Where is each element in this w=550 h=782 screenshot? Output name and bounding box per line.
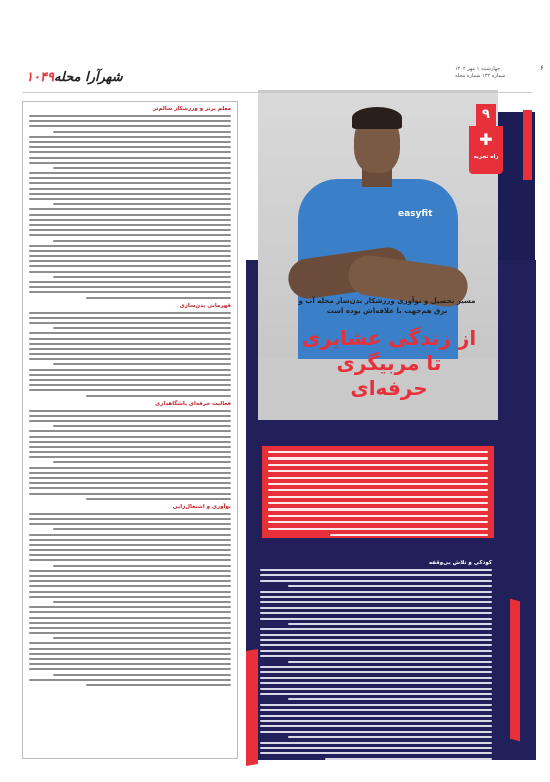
text-line [29,198,231,200]
text-line [268,477,488,479]
text-line [260,677,492,679]
badge-number: ۹ [476,104,496,126]
text-line [29,663,231,665]
text-line [29,182,231,184]
photo-caption: مسیر تحصیل و نوآوری ورزشکار بدن‌ساز محله آب و برق هم‌جهت با علاقه‌اش بوده است [298,297,476,315]
text-line [260,693,492,695]
issue-meta [455,66,540,80]
text-line [53,327,231,329]
text-line [260,650,492,652]
text-line [268,489,488,491]
text-line [29,214,231,216]
text-line [29,559,231,561]
column-section [29,401,231,500]
text-line [29,177,231,179]
text-line [29,271,231,273]
text-line [29,617,231,619]
text-line [29,451,231,453]
text-line [268,464,488,466]
text-line [29,436,231,438]
text-line [29,518,231,520]
body-text [29,115,231,299]
text-line [29,467,231,469]
text-line [268,528,488,530]
text-line [260,731,492,733]
text-line [29,172,231,174]
text-line [29,141,231,143]
lead-paragraph [262,446,494,538]
text-line [260,607,492,609]
text-line [29,493,231,495]
text-line [53,637,231,639]
shirt-logo: easyfit [398,209,433,219]
text-line [260,634,492,636]
text-line [260,747,492,749]
text-line [29,353,231,355]
body-text [260,569,492,760]
text-line [53,461,231,463]
text-line [53,167,231,169]
text-line [86,297,231,299]
column-section [29,106,231,299]
text-line [29,456,231,458]
bottom-article-section [258,556,494,767]
text-line [86,395,231,397]
text-line [29,591,231,593]
text-line [260,644,492,646]
text-line [29,658,231,660]
text-line [29,332,231,334]
body-text [29,312,231,397]
text-line [29,679,231,681]
text-line [268,451,488,453]
text-line [260,666,492,668]
text-line [260,715,492,717]
text-line [29,260,231,262]
text-line [260,612,492,614]
text-line [260,709,492,711]
text-line [53,203,231,205]
text-line [260,591,492,593]
text-line [53,528,231,530]
text-line [260,601,492,603]
text-line [29,234,231,236]
section-heading: فعالیت حرفه‌ای با‌شگاهداری [155,400,231,407]
red-stripe [246,649,258,766]
text-line [29,653,231,655]
left-article-column [22,101,238,759]
page-number: ۶ [540,64,544,72]
magazine-number: ۱۰۴۹ [26,69,54,85]
text-line [260,569,492,571]
text-line [29,585,231,587]
text-line [29,384,231,386]
text-line [288,736,492,738]
text-line [29,477,231,479]
magazine-logo [22,64,132,90]
date-line: چهارشنبه ۱ مهر ۱۴۰۲ [455,66,501,72]
text-line [29,668,231,670]
text-line [29,245,231,247]
text-line [29,596,231,598]
text-line [29,146,231,148]
text-line [268,502,488,504]
text-line [260,618,492,620]
text-line [288,585,492,587]
text-line [288,698,492,700]
text-line [268,515,488,517]
text-line [29,648,231,650]
text-line [29,255,231,257]
athlete-photo [258,93,498,358]
text-line [260,720,492,722]
text-line [29,322,231,324]
text-line [29,338,231,340]
text-line [29,622,231,624]
text-line [29,286,231,288]
hair [352,107,402,129]
text-line [260,655,492,657]
text-line [29,554,231,556]
text-line [29,446,231,448]
text-line [53,363,231,365]
text-line [260,596,492,598]
text-line [29,539,231,541]
text-line [325,758,492,760]
text-line [29,606,231,608]
text-line [260,742,492,744]
text-line [29,374,231,376]
text-line [86,684,231,686]
text-line [29,544,231,546]
text-line [53,240,231,242]
text-line [29,549,231,551]
text-line [260,639,492,641]
text-line [86,498,231,500]
text-line [53,276,231,278]
text-line [268,483,488,485]
text-line [260,725,492,727]
issue-line: شماره ۱۳۲ شماره مجله [455,73,506,79]
text-line [29,420,231,422]
text-line [330,534,488,536]
text-line [29,265,231,267]
section-heading: کودکی و تلاش بی‌وقفه [428,560,492,566]
text-line [29,430,231,432]
text-line [268,457,488,459]
text-line [29,151,231,153]
text-line [260,688,492,690]
text-line [29,632,231,634]
text-line [53,565,231,567]
article-title: از زندگی عشایری تا مربیگری حرفه‌ای [301,326,477,400]
text-line [268,508,488,510]
section-heading: نوآوری و اشتغال‌زایی [172,503,231,510]
text-line [260,628,492,630]
puzzle-icon: ✚ [479,130,493,149]
text-line [29,482,231,484]
text-line [288,661,492,663]
magazine-name: شهرآرا محله [53,69,123,85]
text-line [268,470,488,472]
text-line [29,410,231,412]
text-line [29,193,231,195]
text-line [260,580,492,582]
text-line [53,601,231,603]
text-line [29,575,231,577]
text-line [260,671,492,673]
text-line [29,229,231,231]
text-line [29,534,231,536]
text-line [29,358,231,360]
text-line [29,389,231,391]
body-text [29,513,231,686]
text-line [268,496,488,498]
column-section [29,504,231,686]
section-heading: قهرمانی بدن‌سازی [179,302,231,309]
red-stripe [523,110,532,180]
text-line [29,281,231,283]
text-line [29,379,231,381]
text-line [29,136,231,138]
text-line [288,623,492,625]
text-line [29,312,231,314]
text-line [260,752,492,754]
text-line [29,348,231,350]
text-line [29,157,231,159]
text-line [29,343,231,345]
column-section [29,303,231,397]
text-line [29,580,231,582]
text-line [29,224,231,226]
text-line [268,521,488,523]
text-line [29,115,231,117]
text-line [29,415,231,417]
text-line [29,472,231,474]
text-line [53,131,231,133]
text-line [260,682,492,684]
red-stripe [510,599,520,742]
text-line [29,162,231,164]
text-line [29,570,231,572]
text-line [29,250,231,252]
text-line [260,574,492,576]
body-text [29,410,231,500]
text-line [29,441,231,443]
text-line [29,513,231,515]
text-line [29,642,231,644]
text-line [29,291,231,293]
badge-label: راه تجربه [473,154,499,160]
text-line [29,219,231,221]
text-line [53,425,231,427]
section-heading: معلم برتر و ورزشکار سالم‌تر [152,106,231,112]
text-line [29,317,231,319]
text-line [29,369,231,371]
text-line [260,704,492,706]
text-line [29,523,231,525]
text-line [29,208,231,210]
text-line [29,487,231,489]
text-line [29,611,231,613]
text-line [53,674,231,676]
section-badge [469,126,503,174]
text-line [29,627,231,629]
text-line [29,125,231,127]
text-line [29,120,231,122]
text-line [29,188,231,190]
